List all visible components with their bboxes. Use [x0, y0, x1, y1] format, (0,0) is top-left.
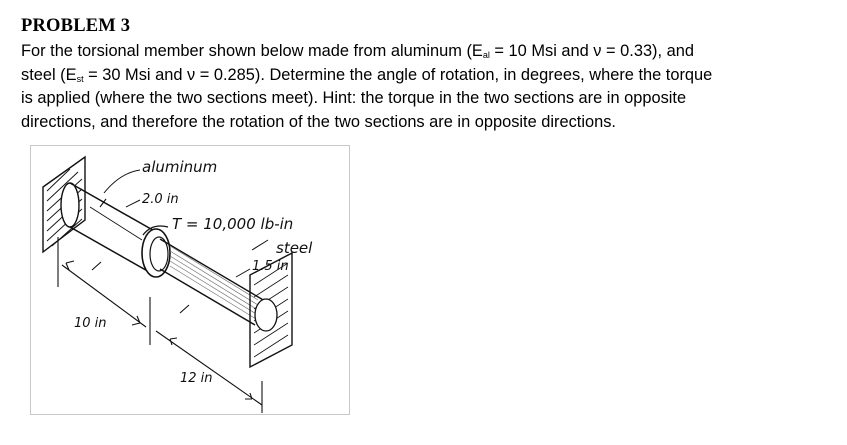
- problem-line-1: For the torsional member shown below made from aluminum ($E_{al} = 10$ Msi and ν = 0.33), and: [21, 42, 694, 60]
- steel-shaft: [160, 239, 265, 325]
- label-steel: steel: [276, 239, 313, 257]
- problem-statement: [21, 40, 836, 134]
- label-aluminum-diameter: 2.0 in: [142, 192, 179, 207]
- label-aluminum-length: 10 in: [74, 316, 107, 331]
- label-aluminum: aluminum: [142, 158, 218, 176]
- problem-line-3: is applied (where the two sections meet). Hint: the torque in the two sections are in opposite: [21, 89, 687, 108]
- label-torque: T = 10,000 lb-in: [172, 215, 294, 233]
- problem-line-4: directions, and therefore the rotation of the two sections are in opposite directions.: [21, 112, 616, 131]
- torque-collar: [142, 226, 170, 277]
- torsion-member-sketch: [30, 145, 350, 415]
- problem-line-2: steel ($E_{st} = 30$ Msi and ν = 0.285). Determine the angle of rotation, in degrees, where the torque: [21, 65, 713, 84]
- problem-heading: PROBLEM 3: [21, 16, 131, 36]
- label-steel-length: 12 in: [180, 371, 213, 386]
- label-steel-diameter: 1.5 in: [252, 259, 289, 274]
